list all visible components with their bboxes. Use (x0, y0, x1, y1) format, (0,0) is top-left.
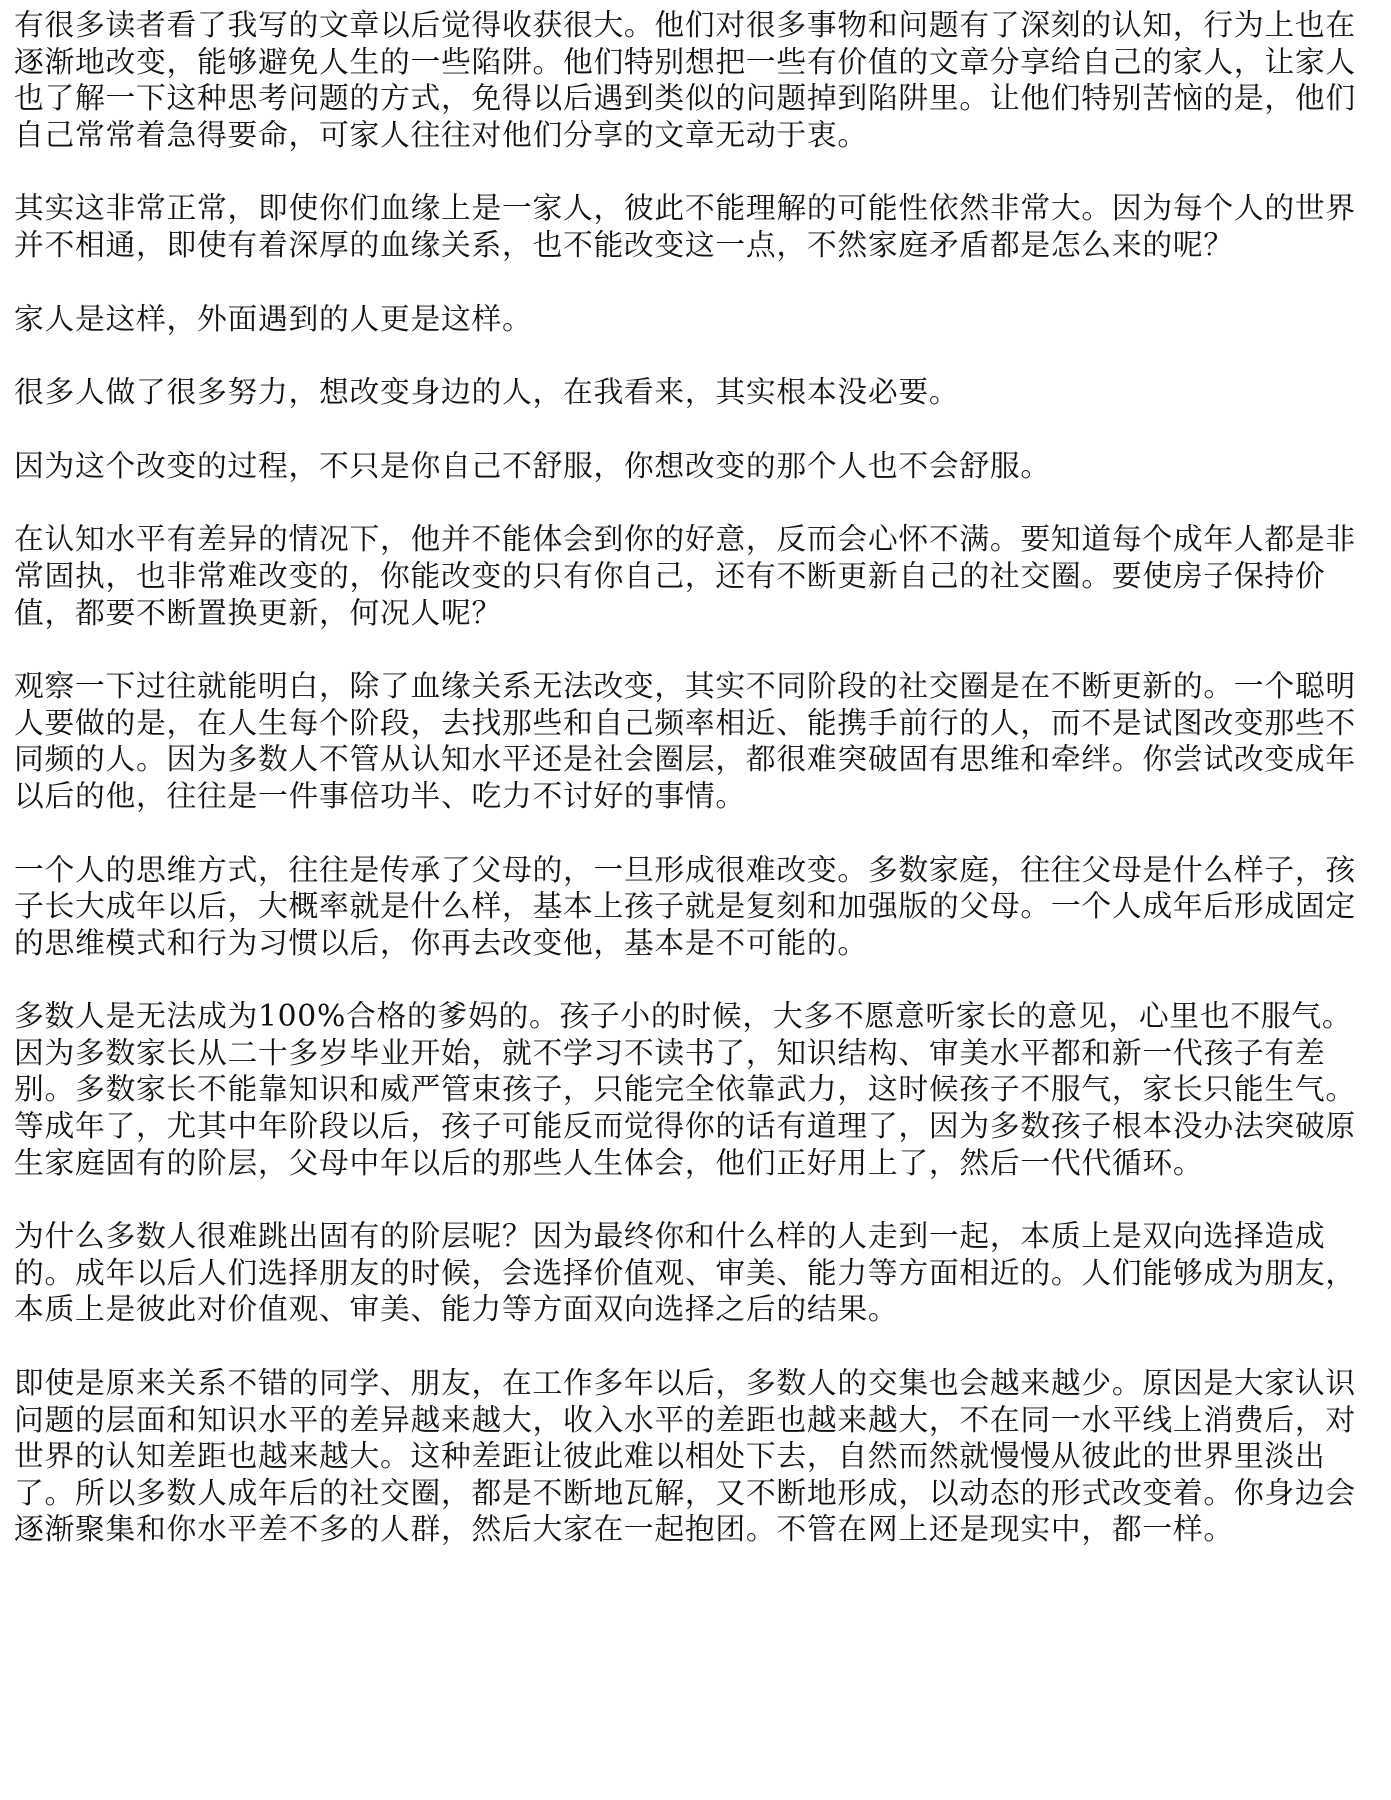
article-paragraph-2: 其实这非常正常，即使你们血缘上是一家人，彼此不能理解的可能性依然非常大。因为每个人的世界并不相通，即使有着深厚的血缘关系，也不能改变这一点，不然家庭矛盾都是怎么来的呢？ (14, 191, 1356, 263)
article-page (14, 8, 1379, 1792)
article-paragraph-4: 很多人做了很多努力，想改变身边的人，在我看来，其实根本没必要。 (14, 375, 960, 411)
article-paragraph-3: 家人是这样，外面遇到的人更是这样。 (14, 301, 533, 337)
article-paragraph-5: 因为这个改变的过程，不只是你自己不舒服，你想改变的那个人也不会舒服。 (14, 448, 1051, 484)
article-paragraph-8: 一个人的思维方式，往往是传承了父母的，一旦形成很难改变。多数家庭，往往父母是什么样子，孩子长大成年以后，大概率就是什么样，基本上孩子就是复刻和加强版的父母。一个人成年后形成固定的思维模式和行为习惯以后，你再去改变他，基本是不可能的。 (14, 852, 1356, 961)
article-paragraph-9: 多数人是无法成为100%合格的爹妈的。孩子小的时候，大多不愿意听家长的意见，心里也不服气。因为多数家长从二十多岁毕业开始，就不学习不读书了，知识结构、审美水平都和新一代孩子有差别。多数家长不能靠知识和威严管束孩子，只能完全依靠武力，这时候孩子不服气，家长只能生气。等成年了，尤其中年阶段以后，孩子可能反而觉得你的话有道理了，因为多数孩子根本没办法突破原生家庭固有的阶层，父母中年以后的那些人生体会，他们正好用上了，然后一代代循环。 (14, 999, 1356, 1181)
article-paragraph-6: 在认知水平有差异的情况下，他并不能体会到你的好意，反而会心怀不满。要知道每个成年人都是非常固执，也非常难改变的，你能改变的只有你自己，还有不断更新自己的社交圈。要使房子保持价值，都要不断置换更新，何况人呢？ (14, 522, 1356, 631)
article-paragraph-7: 观察一下过往就能明白，除了血缘关系无法改变，其实不同阶段的社交圈是在不断更新的。一个聪明人要做的是，在人生每个阶段，去找那些和自己频率相近、能携手前行的人，而不是试图改变那些不同频的人。因为多数人不管从认知水平还是社会圈层，都很难突破固有思维和牵绊。你尝试改变成年以后的他，往往是一件事倍功半、吃力不讨好的事情。 (14, 669, 1356, 814)
article-paragraph-11: 即使是原来关系不错的同学、朋友，在工作多年以后，多数人的交集也会越来越少。原因是大家认识问题的层面和知识水平的差异越来越大，收入水平的差距也越来越大，不在同一水平线上消费后，对世界的认知差距也越来越大。这种差距让彼此难以相处下去，自然而然就慢慢从彼此的世界里淡出了。所以多数人成年后的社交圈，都是不断地瓦解，又不断地形成，以动态的形式改变着。你身边会逐渐聚集和你水平差不多的人群，然后大家在一起抱团。不管在网上还是现实中，都一样。 (14, 1366, 1356, 1548)
article-paragraph-10: 为什么多数人很难跳出固有的阶层呢？因为最终你和什么样的人走到一起，本质上是双向选择造成的。成年以后人们选择朋友的时候，会选择价值观、审美、能力等方面相近的。人们能够成为朋友，本质上是彼此对价值观、审美、能力等方面双向选择之后的结果。 (14, 1219, 1356, 1328)
article-paragraph-1: 有很多读者看了我写的文章以后觉得收获很大。他们对很多事物和问题有了深刻的认知，行为上也在逐渐地改变，能够避免人生的一些陷阱。他们特别想把一些有价值的文章分享给自己的家人，让家人也了解一下这种思考问题的方式，免得以后遇到类似的问题掉到陷阱里。让他们特别苦恼的是，他们自己常常着急得要命，可家人往往对他们分享的文章无动于衷。 (14, 8, 1356, 153)
